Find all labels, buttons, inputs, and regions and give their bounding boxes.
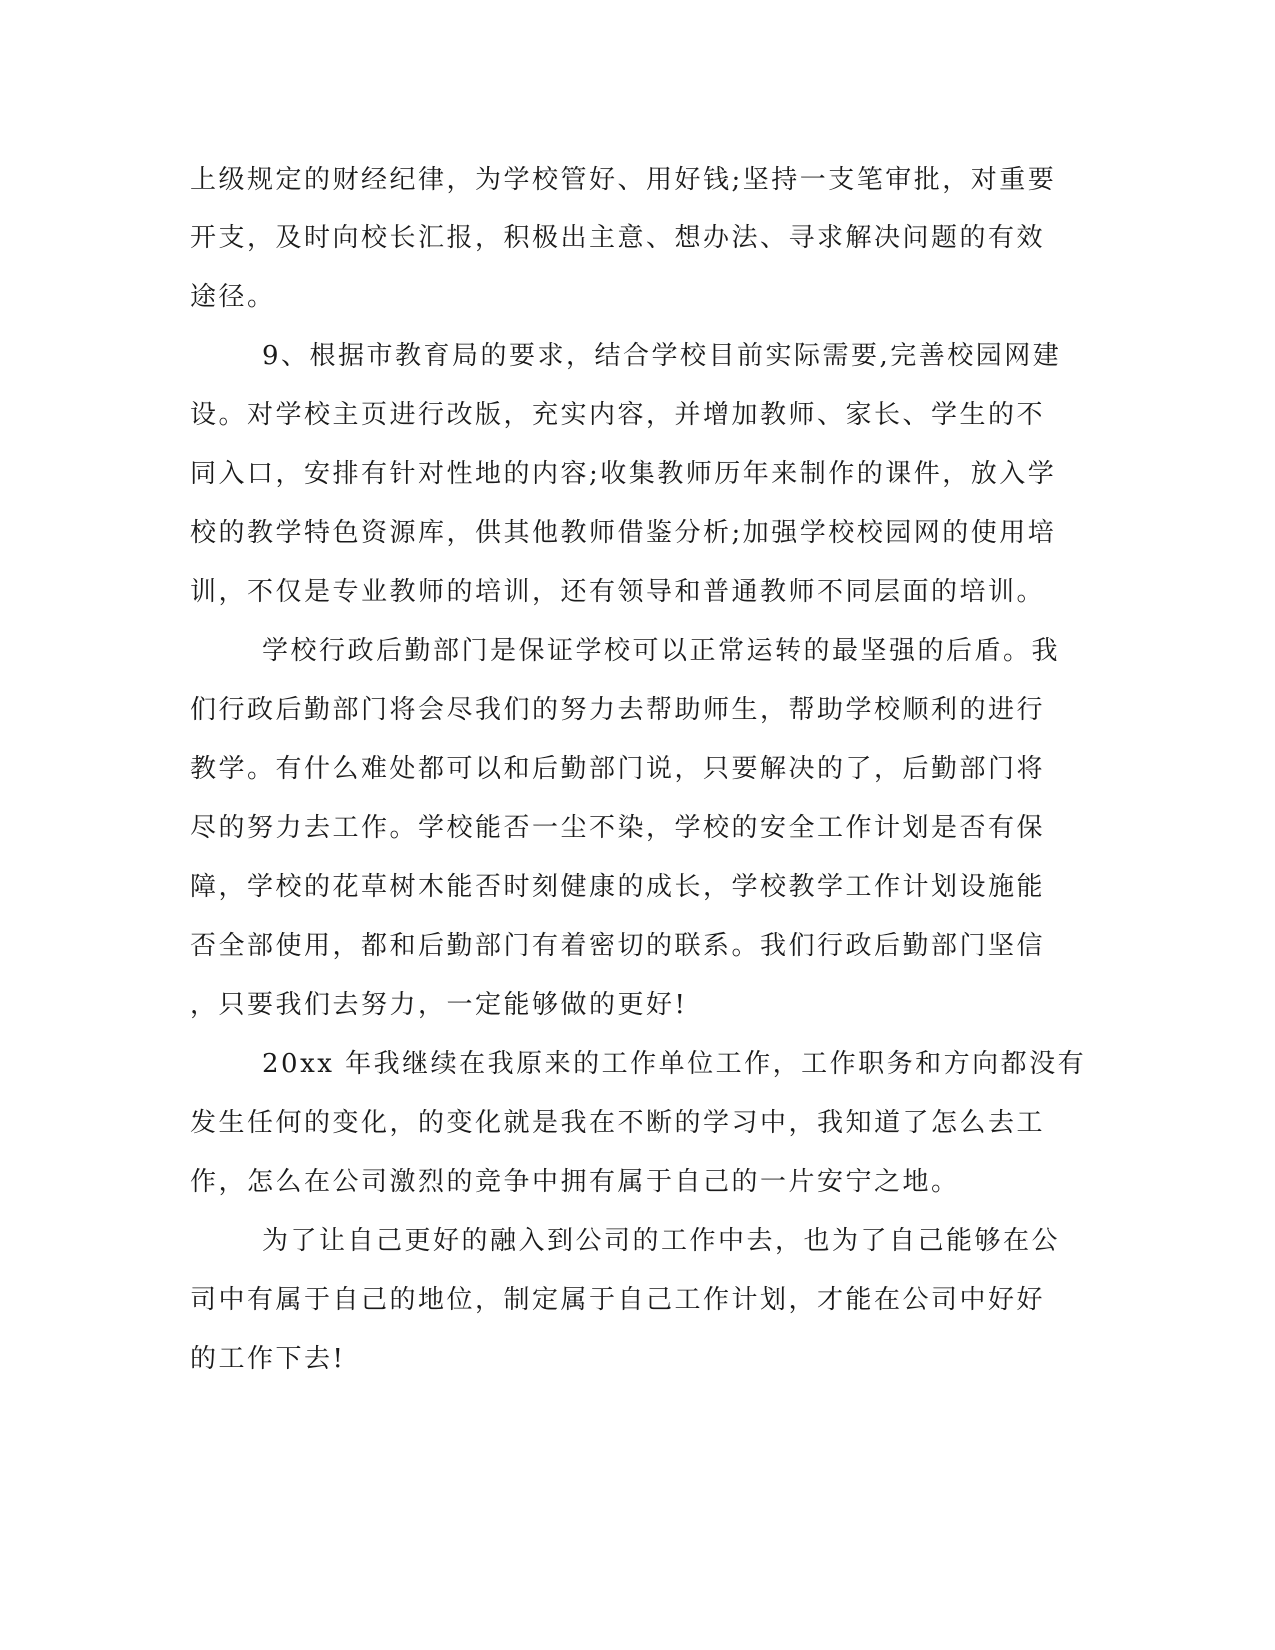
text-line: 上级规定的财经纪律，为学校管好、用好钱;坚持一支笔审批，对重要 [190, 165, 1057, 195]
text-line: ，只要我们去努力，一定能够做的更好! [190, 990, 688, 1020]
text-line: 20xx 年我继续在我原来的工作单位工作，工作职务和方向都没有 [262, 1049, 1087, 1079]
text-line: 9、根据市教育局的要求，结合学校目前实际需要,完善校园网建 [262, 341, 1062, 371]
text-line: 的工作下去! [190, 1344, 346, 1374]
text-line: 司中有属于自己的地位，制定属于自己工作计划，才能在公司中好好 [190, 1285, 1046, 1315]
text-line: 途径。 [190, 282, 276, 312]
text-line: 学校行政后勤部门是保证学校可以正常运转的最坚强的后盾。我 [262, 636, 1061, 666]
text-line: 开支，及时向校长汇报，积极出主意、想办法、寻求解决问题的有效 [190, 223, 1046, 253]
text-line: 障，学校的花草树木能否时刻健康的成长，学校教学工作计划设施能 [190, 872, 1046, 902]
text-line: 同入口，安排有针对性地的内容;收集教师历年来制作的课件，放入学 [190, 459, 1057, 489]
text-line: 尽的努力去工作。学校能否一尘不染，学校的安全工作计划是否有保 [190, 813, 1046, 843]
text-line: 作，怎么在公司激烈的竞争中拥有属于自己的一片安宁之地。 [190, 1167, 960, 1197]
text-line: 训，不仅是专业教师的培训，还有领导和普通教师不同层面的培训。 [190, 577, 1046, 607]
text-line: 们行政后勤部门将会尽我们的努力去帮助师生，帮助学校顺利的进行 [190, 695, 1046, 725]
text-line: 为了让自己更好的融入到公司的工作中去，也为了自己能够在公 [262, 1226, 1061, 1256]
text-line: 发生任何的变化，的变化就是我在不断的学习中，我知道了怎么去工 [190, 1108, 1046, 1138]
text-line: 校的教学特色资源库，供其他教师借鉴分析;加强学校校园网的使用培 [190, 518, 1057, 548]
text-line: 教学。有什么难处都可以和后勤部门说，只要解决的了，后勤部门将 [190, 754, 1046, 784]
text-line: 设。对学校主页进行改版，充实内容，并增加教师、家长、学生的不 [190, 400, 1046, 430]
text-line: 否全部使用，都和后勤部门有着密切的联系。我们行政后勤部门坚信 [190, 931, 1046, 961]
